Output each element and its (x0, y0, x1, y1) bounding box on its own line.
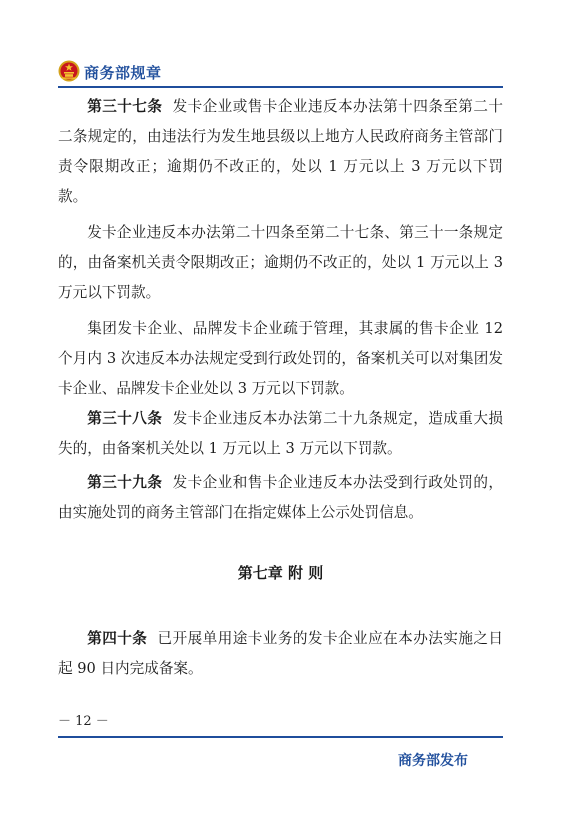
header-title: 商务部规章 (84, 64, 162, 82)
article-37-paragraph (58, 92, 503, 212)
article-heading: 第三十九条 (87, 474, 163, 491)
article-40-paragraph (58, 624, 503, 684)
article-37-paragraph-3 (58, 314, 503, 404)
footer-publisher: 商务部发布 (398, 753, 468, 769)
article-heading: 第四十条 (87, 630, 148, 647)
article-text: 集团发卡企业、品牌发卡企业疏于管理，其隶属的售卡企业 12 个月内 3 次违反本办法规定受到行政处罚的，备案机关可以对集团发卡企业、品牌发卡企业处以 3 万元以下罚款。 (58, 320, 503, 397)
national-emblem-icon (58, 60, 80, 82)
article-38-paragraph (58, 404, 503, 464)
article-37-paragraph-2 (58, 218, 503, 308)
article-text: 发卡企业和售卡企业违反本办法受到行政处罚的，由实施处罚的商务主管部门在指定媒体上公示处罚信息。 (58, 474, 503, 521)
article-39-paragraph (58, 468, 503, 528)
article-heading: 第三十七条 (87, 98, 163, 115)
page-header (58, 58, 503, 86)
article-text: 已开展单用途卡业务的发卡企业应在本办法实施之日起 90 日内完成备案。 (58, 630, 503, 677)
article-text: 发卡企业违反本办法第二十九条规定，造成重大损失的，由备案机关处以 1 万元以上 3 万元以下罚款。 (58, 410, 503, 457)
page-number: － 12 － (58, 714, 109, 729)
article-text: 发卡企业或售卡企业违反本办法第十四条至第二十二条规定的，由违法行为发生地县级以上地方人民政府商务主管部门责令限期改正；逾期仍不改正的，处以 1 万元以上 3 万元以下罚款。 (58, 98, 503, 205)
article-heading: 第三十八条 (87, 410, 163, 427)
chapter-title: 第七章 附 则 (237, 564, 324, 582)
footer-divider (58, 736, 503, 738)
header-divider (58, 86, 503, 88)
article-text: 发卡企业违反本办法第二十四条至第二十七条、第三十一条规定的，由备案机关责令限期改正；逾期仍不改正的，处以 1 万元以上 3 万元以下罚款。 (58, 224, 503, 301)
